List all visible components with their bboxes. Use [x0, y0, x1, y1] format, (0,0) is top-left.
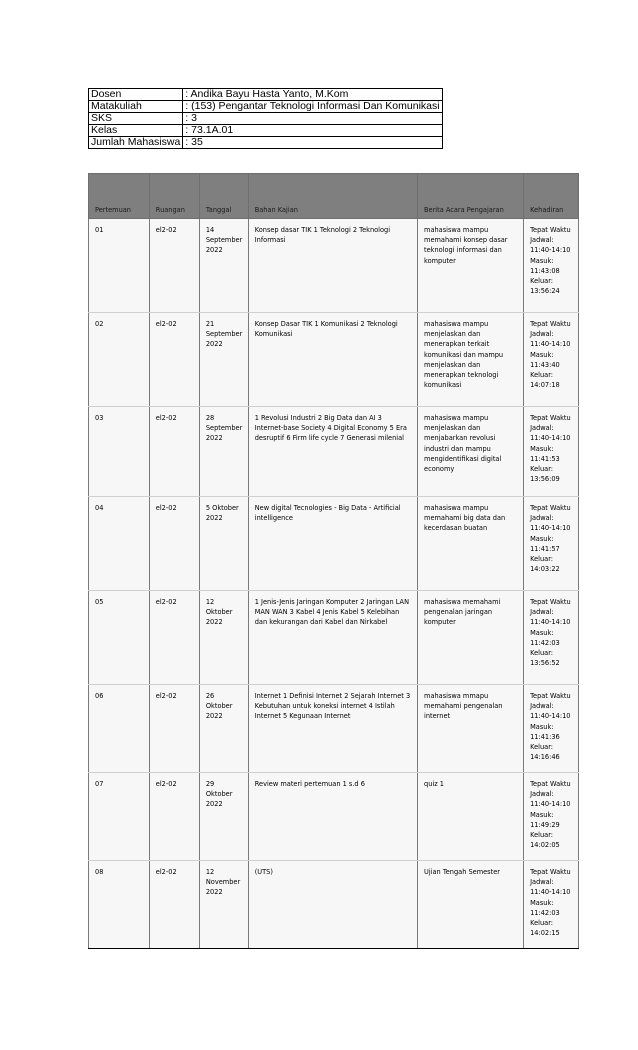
- cell-kehadiran: Tepat Waktu Jadwal: 11:40-14:10 Masuk: 11:49:29 Keluar: 14:02:05: [524, 773, 579, 861]
- info-value: : 3: [183, 113, 442, 125]
- header-ruangan: Ruangan: [149, 174, 199, 219]
- cell-bahan: Konsep Dasar TIK 1 Komunikasi 2 Teknologi Komunikasi: [248, 313, 417, 407]
- cell-berita: mahasiswa mampu menjelaskan dan menerapkan terkait komunikasi dan mampu menjelaskan dan menerapkan teknologi komunikasi: [418, 313, 524, 407]
- info-row: [89, 89, 443, 101]
- cell-ruangan: el2-02: [149, 861, 199, 949]
- cell-pertemuan: 02: [89, 313, 150, 407]
- cell-tanggal: 12 November 2022: [199, 861, 248, 949]
- table-row: [89, 313, 579, 407]
- cell-ruangan: el2-02: [149, 685, 199, 773]
- cell-pertemuan: 03: [89, 407, 150, 497]
- info-label: Dosen: [89, 89, 183, 101]
- cell-kehadiran: Tepat Waktu Jadwal: 11:40-14:10 Masuk: 11:41:36 Keluar: 14:16:46: [524, 685, 579, 773]
- cell-bahan: New digital Tecnologies - Big Data - Artificial intelligence: [248, 497, 417, 591]
- info-row: [89, 125, 443, 137]
- table-row: [89, 407, 579, 497]
- cell-berita: mahasiswa mampu memahami big data dan kecerdasan buatan: [418, 497, 524, 591]
- cell-tanggal: 29 Oktober 2022: [199, 773, 248, 861]
- header-bahan-kajian: Bahan Kajian: [248, 174, 417, 219]
- cell-ruangan: el2-02: [149, 219, 199, 313]
- cell-tanggal: 5 Oktober 2022: [199, 497, 248, 591]
- info-value: : 73.1A.01: [183, 125, 442, 137]
- cell-berita: Ujian Tengah Semester: [418, 861, 524, 949]
- info-label: Jumlah Mahasiswa: [89, 137, 183, 149]
- cell-berita: mahasiswa mmapu memahami pengenalan internet: [418, 685, 524, 773]
- header-pertemuan: Pertemuan: [89, 174, 150, 219]
- schedule-table: [88, 173, 579, 949]
- table-row: [89, 685, 579, 773]
- header-tanggal: Tanggal: [199, 174, 248, 219]
- cell-bahan: Review materi pertemuan 1 s.d 6: [248, 773, 417, 861]
- cell-kehadiran: Tepat Waktu Jadwal: 11:40-14:10 Masuk: 11:43:08 Keluar: 13:56:24: [524, 219, 579, 313]
- cell-berita: mahasiswa mampu menjelaskan dan menjabarkan revolusi industri dan mampu mengidentifikasi digital economy: [418, 407, 524, 497]
- cell-bahan: 1 Jenis-Jenis Jaringan Komputer 2 Jaringan LAN MAN WAN 3 Kabel 4 Jenis Kabel 5 Kelebihan dan kekurangan dari Kabel dan Nirkabel: [248, 591, 417, 685]
- cell-bahan: Konsep dasar TIK 1 Teknologi 2 Teknologi Informasi: [248, 219, 417, 313]
- cell-ruangan: el2-02: [149, 773, 199, 861]
- cell-ruangan: el2-02: [149, 497, 199, 591]
- table-header-row: [89, 174, 579, 219]
- table-row: [89, 861, 579, 949]
- cell-kehadiran: Tepat Waktu Jadwal: 11:40-14:10 Masuk: 11:41:53 Keluar: 13:56:09: [524, 407, 579, 497]
- cell-ruangan: el2-02: [149, 407, 199, 497]
- cell-bahan: Internet 1 Definisi Internet 2 Sejarah Internet 3 Kebutuhan untuk koneksi internet 4 Istilah Internet 5 Kegunaan Internet: [248, 685, 417, 773]
- info-value: : Andika Bayu Hasta Yanto, M.Kom: [183, 89, 442, 101]
- cell-pertemuan: 04: [89, 497, 150, 591]
- course-info-table: [88, 88, 443, 149]
- cell-tanggal: 26 Oktober 2022: [199, 685, 248, 773]
- table-row: [89, 497, 579, 591]
- cell-tanggal: 28 September 2022: [199, 407, 248, 497]
- cell-tanggal: 12 Oktober 2022: [199, 591, 248, 685]
- table-row: [89, 773, 579, 861]
- cell-tanggal: 21 September 2022: [199, 313, 248, 407]
- table-row: [89, 219, 579, 313]
- cell-pertemuan: 08: [89, 861, 150, 949]
- info-value: : (153) Pengantar Teknologi Informasi Dan Komunikasi: [183, 101, 442, 113]
- header-berita-acara: Berita Acara Pengajaran: [418, 174, 524, 219]
- info-label: Matakuliah: [89, 101, 183, 113]
- cell-berita: mahasiswa mampu memahami konsep dasar teknologi informasi dan komputer: [418, 219, 524, 313]
- cell-berita: quiz 1: [418, 773, 524, 861]
- cell-tanggal: 14 September 2022: [199, 219, 248, 313]
- info-row: [89, 101, 443, 113]
- cell-pertemuan: 05: [89, 591, 150, 685]
- table-row: [89, 591, 579, 685]
- info-value: : 35: [183, 137, 442, 149]
- cell-kehadiran: Tepat Waktu Jadwal: 11:40-14:10 Masuk: 11:41:57 Keluar: 14:03:22: [524, 497, 579, 591]
- info-row: [89, 113, 443, 125]
- cell-berita: mahasiswa memahami pengenalan jaringan komputer: [418, 591, 524, 685]
- cell-pertemuan: 01: [89, 219, 150, 313]
- info-label: Kelas: [89, 125, 183, 137]
- cell-bahan: (UTS): [248, 861, 417, 949]
- cell-kehadiran: Tepat Waktu Jadwal: 11:40-14:10 Masuk: 11:42:03 Keluar: 13:56:52: [524, 591, 579, 685]
- info-label: SKS: [89, 113, 183, 125]
- cell-ruangan: el2-02: [149, 313, 199, 407]
- info-row: [89, 137, 443, 149]
- header-kehadiran: Kehadiran: [524, 174, 579, 219]
- cell-kehadiran: Tepat Waktu Jadwal: 11:40-14:10 Masuk: 11:42:03 Keluar: 14:02:15: [524, 861, 579, 949]
- cell-ruangan: el2-02: [149, 591, 199, 685]
- cell-pertemuan: 06: [89, 685, 150, 773]
- cell-pertemuan: 07: [89, 773, 150, 861]
- cell-bahan: 1 Revolusi Industri 2 Big Data dan AI 3 Internet-base Society 4 Digital Economy 5 Era desruptif 6 Firm life cycle 7 Generasi milenial: [248, 407, 417, 497]
- cell-kehadiran: Tepat Waktu Jadwal: 11:40-14:10 Masuk: 11:43:40 Keluar: 14:07:18: [524, 313, 579, 407]
